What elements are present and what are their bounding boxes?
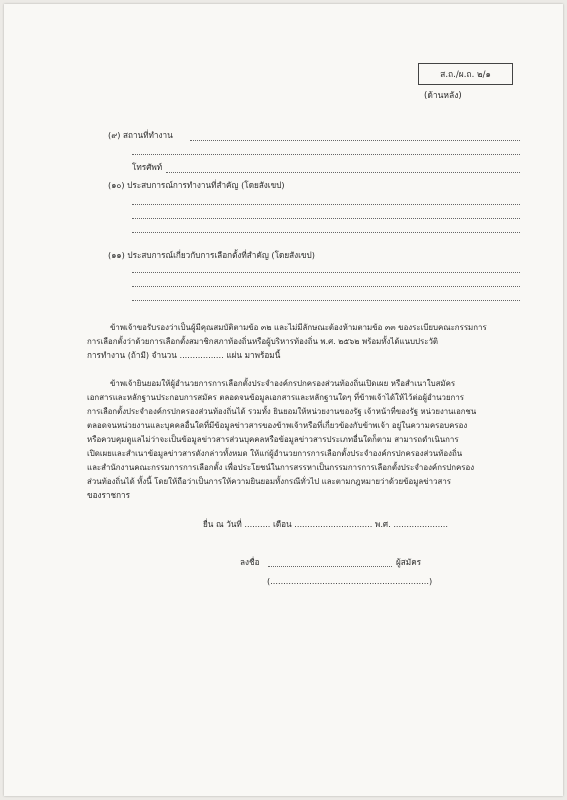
certify-text-line: การเลือกตั้งว่าด้วยการเลือกตั้งสมาชิกสภาท้องถิ่นหรือผู้บริหารท้องถิ่น พ.ศ. ๒๕๖๒ พร้อมทั้งได้แนบประวัติ — [87, 337, 439, 346]
election-experience-field-line[interactable] — [132, 286, 520, 287]
certify-text-line: การทำงาน (ถ้ามี) จำนวน ................. แผ่น มาพร้อมนี้ — [87, 350, 281, 360]
phone-field-line[interactable] — [166, 172, 520, 173]
work-experience-field-line[interactable] — [132, 218, 520, 219]
form-code-box: ส.ถ./ผ.ถ. ๒/๑ — [418, 63, 513, 85]
item11-election-experience-label: (๑๑) ประสบการณ์เกี่ยวกับการเลือกตั้งที่สำคัญ (โดยสังเขป) — [108, 250, 315, 260]
certify-text-line: ข้าพเจ้าขอรับรองว่าเป็นผู้มีคุณสมบัติตามข้อ ๓๒ และไม่มีลักษณะต้องห้ามตามข้อ ๓๓ ของระเบียบคณะกรรมการ — [110, 323, 487, 332]
consent-text-line: ตลอดจนหน่วยงานและบุคคลอื่นใดที่มีข้อมูลข่าวสารของข้าพเจ้าหรือที่เกี่ยวข้องกับข้าพเจ้า อยู่ในความครอบครอง — [87, 421, 468, 430]
workplace-field-line[interactable] — [132, 154, 520, 155]
back-side-label: (ด้านหลัง) — [424, 91, 462, 101]
consent-text-line: หรือควบคุมดูแลไม่ว่าจะเป็นข้อมูลข่าวสารส่วนบุคคลหรือข้อมูลข่าวสารประเภทอื่นใดก็ตาม สามารถดำเนินการ — [87, 435, 459, 444]
form-page-back — [4, 4, 563, 796]
workplace-field-line[interactable] — [190, 140, 520, 141]
submission-date-line[interactable]: ยื่น ณ วันที่ .......... เดือน .............................. พ.ศ. ..................... — [203, 519, 448, 529]
work-experience-field-line[interactable] — [132, 204, 520, 205]
phone-label: โทรศัพท์ — [132, 162, 163, 172]
consent-text-line: เปิดเผยและสำเนาข้อมูลข่าวสารดังกล่าวทั้งหมด ให้แก่ผู้อำนวยการการเลือกตั้งประจำองค์กรปกครองส่วนท้องถิ่น — [87, 449, 463, 458]
item9-workplace-label: (๙) สถานที่ทำงาน — [108, 130, 173, 140]
consent-text-line: ส่วนท้องถิ่นได้ ทั้งนี้ โดยให้ถือว่าเป็นการให้ความยินยอมทั้งกรณีทั่วไป และตามกฎหมายว่าด้วยข้อมูลข่าวสาร — [87, 477, 452, 486]
consent-text-line: การเลือกตั้งประจำองค์กรปกครองส่วนท้องถิ่นได้ รวมทั้ง ยินยอมให้หน่วยงานของรัฐ เจ้าหน้าที่ของรัฐ หน่วยงานเอกชน — [87, 407, 477, 416]
printed-name-line[interactable]: (.............................................................) — [267, 576, 433, 586]
signature-field-line[interactable] — [268, 566, 392, 567]
work-experience-field-line[interactable] — [132, 232, 520, 233]
consent-text-line: ของราชการ — [87, 490, 131, 500]
election-experience-field-line[interactable] — [132, 272, 520, 273]
item10-work-experience-label: (๑๐) ประสบการณ์การทำงานที่สำคัญ (โดยสังเขป) — [108, 180, 285, 190]
consent-text-line: ข้าพเจ้ายินยอมให้ผู้อำนวยการการเลือกตั้งประจำองค์กรปกครองส่วนท้องถิ่นเปิดเผย หรือสำเนาใบสมัคร — [110, 379, 456, 388]
applicant-label: ผู้สมัคร — [396, 557, 422, 567]
sign-label: ลงชื่อ — [240, 557, 260, 567]
consent-text-line: และสำนักงานคณะกรรมการการเลือกตั้ง เพื่อประโยชน์ในการสรรหาเป็นกรรมการการเลือกตั้งประจำองค์กรปกครอง — [87, 463, 475, 472]
consent-text-line: เอกสารและหลักฐานประกอบการสมัคร ตลอดจนข้อมูลเอกสารและหลักฐานใดๆ ที่ข้าพเจ้าได้ให้ไว้ต่อผู้อำนวยการ — [87, 393, 465, 402]
election-experience-field-line[interactable] — [132, 300, 520, 301]
